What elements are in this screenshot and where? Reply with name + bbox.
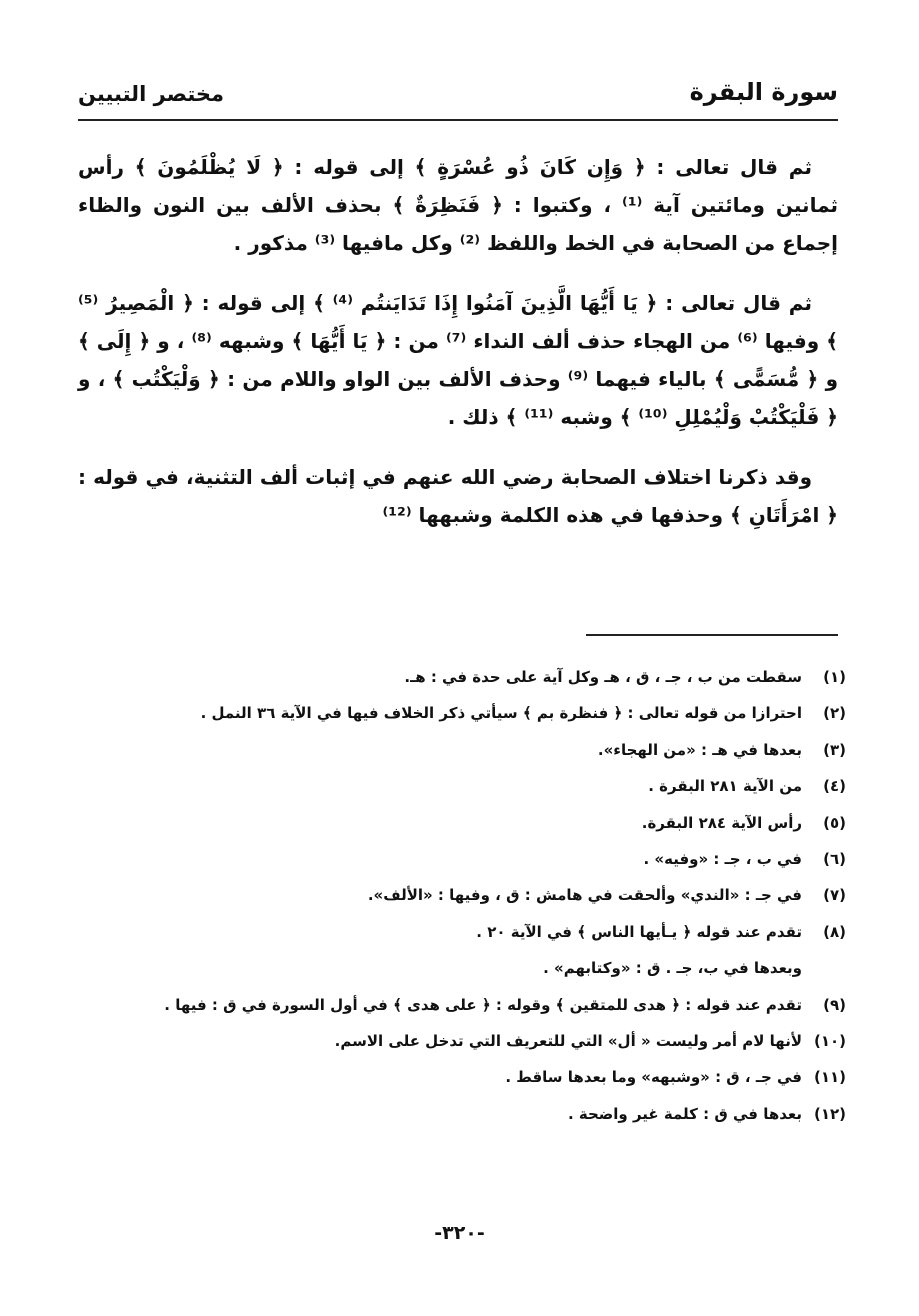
surah-title: سورة البقرة: [689, 78, 838, 106]
footnote-text: تقدم عند قوله ﴿ يـأيها الناس ﴾ في الآية ٢٠ .: [476, 922, 802, 941]
footnote-continuation: وبعدها في ب، جـ . ق : «وكتابهم» .: [543, 959, 802, 978]
footnote: [78, 771, 846, 801]
footnote-text: سقطت من ب ، جـ ، ق ، هـ وكل آية على حدة في : هـ.: [404, 668, 802, 686]
footnote-text: بعدها في ق : كلمة غير واضحة .: [567, 1104, 802, 1123]
footnote-number: (٢): [823, 704, 846, 723]
footnote-number: (٣): [823, 740, 846, 759]
footnote: [78, 880, 846, 910]
footnotes-section: [78, 662, 846, 1135]
footnote-number: (٨): [823, 922, 846, 941]
footnote: [78, 808, 846, 838]
footnote: [78, 990, 846, 1020]
footnote-number: (١١): [813, 1068, 846, 1087]
footnote-number: (١٠): [813, 1031, 846, 1050]
footnote-text: بعدها في هـ : «من الهجاء».: [597, 740, 802, 759]
footnote-number: (١): [823, 668, 846, 686]
footnote-number: (٧): [823, 886, 846, 905]
header-divider: [78, 119, 838, 121]
footnote-text: رأس الآية ٢٨٤ البقرة.: [641, 813, 802, 832]
footnote-divider: [586, 634, 838, 636]
footnote: [78, 735, 846, 765]
footnote-text: تقدم عند قوله : ﴿ هدى للمتقين ﴾ وقوله : ﴿ على هدى ﴾ في أول السورة في ق : فيها .: [164, 995, 802, 1014]
running-header: [78, 78, 838, 116]
page-number: -٣٢٠-: [434, 1222, 485, 1244]
footnote: [78, 1062, 846, 1092]
footnote: [78, 662, 846, 692]
paragraph-1: ثم قال تعالى : ﴿ وَإِن كَانَ ذُو عُسْرَةٍ ﴾ إلى قوله : ﴿ لَا يُظْلَمُونَ ﴾ رأس ثمانين ومائتين آية ⁽¹⁾ ، وكتبوا : ﴿ فَنَظِرَةٌ ﴾ بحذف الألف بين النون والظاء إجماع من الصحابة في الخط واللفظ ⁽²⁾ وكل مافيها ⁽³⁾ مذكور .: [78, 155, 838, 255]
footnote-text: في جـ ، ق : «وشبهه» وما بعدها ساقط .: [505, 1068, 802, 1087]
footnote: [78, 698, 846, 728]
footnote-number: (٦): [823, 849, 846, 868]
footnote-text: في جـ : «الندي» وألحقت في هامش : ق ، وفيها : «الألف».: [367, 886, 802, 905]
footnote-text: لأنها لام أمر وليست « أل» التي للتعريف التي تدخل على الاسم.: [334, 1031, 802, 1050]
footnote-number: (١٢): [813, 1104, 846, 1123]
footnote: [78, 917, 846, 947]
footnote-text: احترازا من قوله تعالى : ﴿ فنظرة بم ﴾ سيأتي ذكر الخلاف فيها في الآية ٣٦ النمل .: [200, 704, 802, 723]
main-text: [78, 148, 838, 556]
footnote-number: (٥): [823, 813, 846, 832]
footnote-number: (٤): [823, 777, 846, 796]
paragraph-3: وقد ذكرنا اختلاف الصحابة رضي الله عنهم في إثبات ألف التثنية، في قوله : ﴿ امْرَأَتَانِ ﴾ وحذفها في هذه الكلمة وشبهها ⁽¹²⁾: [78, 465, 838, 527]
footnote: [78, 844, 846, 874]
footnote-text: في ب ، جـ : «وفيه» .: [643, 849, 802, 868]
paragraph-2: ثم قال تعالى : ﴿ يَا أَيُّهَا الَّذِينَ آمَنُوا إِذَا تَدَايَنتُم ⁽⁴⁾ ﴾ إلى قوله : ﴿ الْمَصِيرُ ⁽⁵⁾ ﴾ وفيها ⁽⁶⁾ من الهجاء حذف ألف النداء ⁽⁷⁾ من : ﴿ يَا أَيُّهَا ﴾ وشبهه ⁽⁸⁾ ، و ﴿ إِلَى ﴾ و ﴿ مُّسَمًّى ﴾ بالياء فيهما ⁽⁹⁾ وحذف الألف بين الواو واللام من : ﴿ وَلْيَكْتُب ﴾ ، و ﴿ فَلْيَكْتُبْ وَلْيُمْلِلِ ⁽¹⁰⁾ ﴾ وشبه ⁽¹¹⁾ ﴾ ذلك .: [78, 291, 838, 429]
book-title: مختصر التبيين: [78, 82, 225, 106]
footnote-text: من الآية ٢٨١ البقرة .: [648, 777, 802, 796]
footnote: [78, 1099, 846, 1129]
footnote: [78, 1026, 846, 1056]
footnote-number: (٩): [823, 995, 846, 1014]
